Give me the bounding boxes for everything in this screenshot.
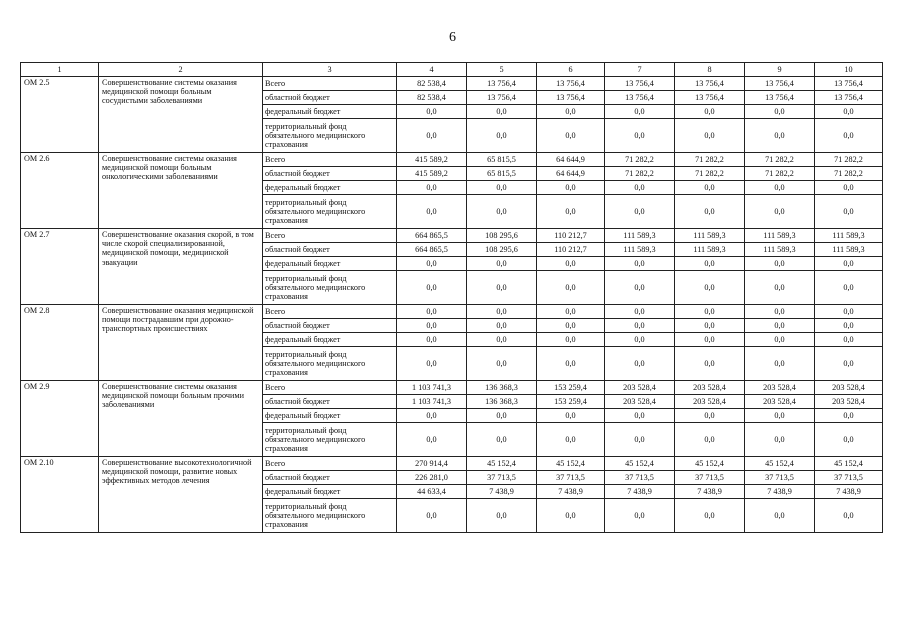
measure-name: Совершенствование оказания медицинской помощи пострадавшим при дорожно-транспортных происшествиях: [99, 305, 263, 381]
funding-source: территориальный фонд обязательного медицинского страхования: [263, 119, 397, 153]
amount-cell: 71 282,2: [605, 167, 675, 181]
amount-cell: 0,0: [605, 333, 675, 347]
measure-name: Совершенствование системы оказания медицинской помощи больным сосудистыми заболеваниями: [99, 77, 263, 153]
amount-cell: 0,0: [537, 195, 605, 229]
amount-cell: 203 528,4: [745, 381, 815, 395]
amount-cell: 13 756,4: [605, 77, 675, 91]
amount-cell: 136 368,3: [467, 381, 537, 395]
amount-cell: 0,0: [467, 409, 537, 423]
amount-cell: 0,0: [397, 271, 467, 305]
amount-cell: 0,0: [745, 271, 815, 305]
table-row: [21, 229, 883, 243]
amount-cell: 0,0: [397, 305, 467, 319]
amount-cell: 0,0: [537, 181, 605, 195]
column-number-4: 4: [397, 63, 467, 77]
amount-cell: 0,0: [675, 105, 745, 119]
funding-source: федеральный бюджет: [263, 105, 397, 119]
funding-source: областной бюджет: [263, 471, 397, 485]
funding-source: территориальный фонд обязательного медицинского страхования: [263, 347, 397, 381]
measure-code: ОМ 2.8: [21, 305, 99, 381]
measure-name: Совершенствование оказания скорой, в том числе скорой специализированной, медицинской помощи, медицинской эвакуации: [99, 229, 263, 305]
amount-cell: 0,0: [675, 333, 745, 347]
amount-cell: 0,0: [397, 195, 467, 229]
amount-cell: 0,0: [675, 347, 745, 381]
amount-cell: 664 865,5: [397, 229, 467, 243]
amount-cell: 0,0: [745, 319, 815, 333]
amount-cell: 110 212,7: [537, 229, 605, 243]
amount-cell: 0,0: [815, 119, 883, 153]
amount-cell: 71 282,2: [815, 153, 883, 167]
budget-table: [20, 62, 883, 533]
amount-cell: 0,0: [397, 499, 467, 533]
table-row: [21, 77, 883, 91]
measure-code: ОМ 2.6: [21, 153, 99, 229]
amount-cell: 0,0: [675, 319, 745, 333]
amount-cell: 37 713,5: [675, 471, 745, 485]
amount-cell: 0,0: [467, 181, 537, 195]
amount-cell: 45 152,4: [815, 457, 883, 471]
amount-cell: 415 589,2: [397, 153, 467, 167]
amount-cell: 0,0: [745, 119, 815, 153]
amount-cell: 13 756,4: [815, 91, 883, 105]
funding-source: Всего: [263, 305, 397, 319]
amount-cell: 0,0: [467, 333, 537, 347]
amount-cell: 0,0: [745, 305, 815, 319]
column-number-2: 2: [99, 63, 263, 77]
amount-cell: 0,0: [467, 347, 537, 381]
amount-cell: 64 644,9: [537, 153, 605, 167]
amount-cell: 111 589,3: [605, 243, 675, 257]
amount-cell: 65 815,5: [467, 167, 537, 181]
amount-cell: 0,0: [815, 347, 883, 381]
amount-cell: 0,0: [605, 499, 675, 533]
amount-cell: 0,0: [815, 423, 883, 457]
amount-cell: 7 438,9: [815, 485, 883, 499]
funding-source: Всего: [263, 77, 397, 91]
amount-cell: 203 528,4: [605, 381, 675, 395]
amount-cell: 82 538,4: [397, 91, 467, 105]
amount-cell: 203 528,4: [605, 395, 675, 409]
column-number-3: 3: [263, 63, 397, 77]
amount-cell: 37 713,5: [467, 471, 537, 485]
funding-source: территориальный фонд обязательного медицинского страхования: [263, 499, 397, 533]
column-number-10: 10: [815, 63, 883, 77]
amount-cell: 0,0: [537, 271, 605, 305]
funding-source: областной бюджет: [263, 395, 397, 409]
amount-cell: 0,0: [675, 119, 745, 153]
funding-source: Всего: [263, 457, 397, 471]
measure-name: Совершенствование системы оказания медицинской помощи больным онкологическими заболеваниями: [99, 153, 263, 229]
amount-cell: 0,0: [815, 271, 883, 305]
amount-cell: 37 713,5: [537, 471, 605, 485]
amount-cell: 203 528,4: [675, 381, 745, 395]
amount-cell: 111 589,3: [675, 243, 745, 257]
measure-code: ОМ 2.7: [21, 229, 99, 305]
amount-cell: 0,0: [537, 119, 605, 153]
amount-cell: 0,0: [397, 257, 467, 271]
amount-cell: 0,0: [675, 181, 745, 195]
amount-cell: 0,0: [467, 305, 537, 319]
amount-cell: 0,0: [397, 181, 467, 195]
amount-cell: 111 589,3: [745, 243, 815, 257]
amount-cell: 45 152,4: [745, 457, 815, 471]
funding-source: территориальный фонд обязательного медицинского страхования: [263, 195, 397, 229]
amount-cell: 0,0: [745, 181, 815, 195]
amount-cell: 71 282,2: [745, 153, 815, 167]
amount-cell: 0,0: [397, 333, 467, 347]
amount-cell: 0,0: [675, 195, 745, 229]
amount-cell: 111 589,3: [815, 243, 883, 257]
funding-source: Всего: [263, 229, 397, 243]
amount-cell: 0,0: [467, 423, 537, 457]
amount-cell: 0,0: [605, 319, 675, 333]
funding-source: федеральный бюджет: [263, 409, 397, 423]
amount-cell: 37 713,5: [815, 471, 883, 485]
amount-cell: 153 259,4: [537, 381, 605, 395]
amount-cell: 108 295,6: [467, 229, 537, 243]
amount-cell: 45 152,4: [537, 457, 605, 471]
amount-cell: 13 756,4: [537, 91, 605, 105]
funding-source: областной бюджет: [263, 319, 397, 333]
amount-cell: 0,0: [675, 271, 745, 305]
table-row: [21, 305, 883, 319]
amount-cell: 0,0: [605, 271, 675, 305]
funding-source: федеральный бюджет: [263, 257, 397, 271]
amount-cell: 37 713,5: [605, 471, 675, 485]
funding-source: Всего: [263, 381, 397, 395]
amount-cell: 0,0: [397, 105, 467, 119]
amount-cell: 71 282,2: [745, 167, 815, 181]
amount-cell: 0,0: [815, 105, 883, 119]
amount-cell: 0,0: [537, 305, 605, 319]
amount-cell: 7 438,9: [675, 485, 745, 499]
amount-cell: 664 865,5: [397, 243, 467, 257]
amount-cell: 0,0: [675, 409, 745, 423]
funding-source: федеральный бюджет: [263, 485, 397, 499]
amount-cell: 0,0: [815, 181, 883, 195]
amount-cell: 13 756,4: [537, 77, 605, 91]
amount-cell: 13 756,4: [815, 77, 883, 91]
amount-cell: 0,0: [397, 319, 467, 333]
funding-source: федеральный бюджет: [263, 181, 397, 195]
amount-cell: 0,0: [467, 257, 537, 271]
amount-cell: 0,0: [467, 105, 537, 119]
funding-source: федеральный бюджет: [263, 333, 397, 347]
amount-cell: 0,0: [397, 347, 467, 381]
amount-cell: 7 438,9: [467, 485, 537, 499]
amount-cell: 1 103 741,3: [397, 381, 467, 395]
table-row: [21, 153, 883, 167]
amount-cell: 111 589,3: [605, 229, 675, 243]
funding-source: областной бюджет: [263, 91, 397, 105]
measure-name: Совершенствование системы оказания медицинской помощи больным прочими заболеваниями: [99, 381, 263, 457]
column-number-9: 9: [745, 63, 815, 77]
amount-cell: 0,0: [675, 305, 745, 319]
amount-cell: 203 528,4: [675, 395, 745, 409]
measure-code: ОМ 2.5: [21, 77, 99, 153]
amount-cell: 13 756,4: [745, 91, 815, 105]
amount-cell: 0,0: [745, 409, 815, 423]
amount-cell: 0,0: [537, 409, 605, 423]
amount-cell: 13 756,4: [675, 77, 745, 91]
amount-cell: 82 538,4: [397, 77, 467, 91]
amount-cell: 203 528,4: [745, 395, 815, 409]
amount-cell: 270 914,4: [397, 457, 467, 471]
amount-cell: 0,0: [605, 305, 675, 319]
amount-cell: 110 212,7: [537, 243, 605, 257]
amount-cell: 7 438,9: [537, 485, 605, 499]
amount-cell: 0,0: [537, 105, 605, 119]
amount-cell: 0,0: [537, 319, 605, 333]
amount-cell: 0,0: [675, 257, 745, 271]
amount-cell: 7 438,9: [605, 485, 675, 499]
column-number-7: 7: [605, 63, 675, 77]
amount-cell: 37 713,5: [745, 471, 815, 485]
amount-cell: 13 756,4: [745, 77, 815, 91]
funding-source: территориальный фонд обязательного медицинского страхования: [263, 423, 397, 457]
column-number-5: 5: [467, 63, 537, 77]
amount-cell: 226 281,0: [397, 471, 467, 485]
amount-cell: 111 589,3: [815, 229, 883, 243]
amount-cell: 0,0: [745, 195, 815, 229]
page-number: 6: [449, 30, 456, 45]
amount-cell: 0,0: [745, 347, 815, 381]
amount-cell: 111 589,3: [675, 229, 745, 243]
funding-source: Всего: [263, 153, 397, 167]
amount-cell: 0,0: [467, 319, 537, 333]
amount-cell: 0,0: [605, 119, 675, 153]
amount-cell: 0,0: [537, 333, 605, 347]
amount-cell: 0,0: [605, 409, 675, 423]
amount-cell: 0,0: [675, 499, 745, 533]
amount-cell: 71 282,2: [605, 153, 675, 167]
table-row: [21, 381, 883, 395]
amount-cell: 0,0: [397, 423, 467, 457]
amount-cell: 0,0: [815, 319, 883, 333]
amount-cell: 0,0: [605, 257, 675, 271]
amount-cell: 0,0: [605, 195, 675, 229]
amount-cell: 0,0: [745, 499, 815, 533]
amount-cell: 0,0: [537, 347, 605, 381]
amount-cell: 45 152,4: [467, 457, 537, 471]
amount-cell: 13 756,4: [467, 91, 537, 105]
column-number-1: 1: [21, 63, 99, 77]
amount-cell: 0,0: [815, 333, 883, 347]
measure-name: Совершенствование высокотехнологичной медицинской помощи, развитие новых эффективных методов лечения: [99, 457, 263, 533]
amount-cell: 0,0: [745, 423, 815, 457]
amount-cell: 0,0: [467, 119, 537, 153]
amount-cell: 0,0: [605, 181, 675, 195]
amount-cell: 64 644,9: [537, 167, 605, 181]
amount-cell: 0,0: [397, 409, 467, 423]
amount-cell: 0,0: [745, 333, 815, 347]
amount-cell: 0,0: [537, 499, 605, 533]
amount-cell: 0,0: [605, 347, 675, 381]
amount-cell: 0,0: [537, 257, 605, 271]
measure-code: ОМ 2.9: [21, 381, 99, 457]
amount-cell: 0,0: [815, 195, 883, 229]
amount-cell: 0,0: [675, 423, 745, 457]
amount-cell: 65 815,5: [467, 153, 537, 167]
amount-cell: 45 152,4: [605, 457, 675, 471]
amount-cell: 13 756,4: [605, 91, 675, 105]
amount-cell: 0,0: [605, 105, 675, 119]
amount-cell: 0,0: [467, 499, 537, 533]
amount-cell: 0,0: [815, 409, 883, 423]
amount-cell: 45 152,4: [675, 457, 745, 471]
amount-cell: 71 282,2: [675, 153, 745, 167]
column-number-6: 6: [537, 63, 605, 77]
amount-cell: 0,0: [815, 499, 883, 533]
column-number-8: 8: [675, 63, 745, 77]
amount-cell: 71 282,2: [815, 167, 883, 181]
funding-source: областной бюджет: [263, 243, 397, 257]
amount-cell: 0,0: [745, 257, 815, 271]
column-number-row: [21, 63, 883, 77]
amount-cell: 7 438,9: [745, 485, 815, 499]
amount-cell: 0,0: [815, 305, 883, 319]
amount-cell: 44 633,4: [397, 485, 467, 499]
amount-cell: 203 528,4: [815, 395, 883, 409]
amount-cell: 0,0: [605, 423, 675, 457]
amount-cell: 0,0: [815, 257, 883, 271]
funding-source: территориальный фонд обязательного медицинского страхования: [263, 271, 397, 305]
amount-cell: 71 282,2: [675, 167, 745, 181]
amount-cell: 108 295,6: [467, 243, 537, 257]
amount-cell: 0,0: [537, 423, 605, 457]
amount-cell: 1 103 741,3: [397, 395, 467, 409]
amount-cell: 13 756,4: [675, 91, 745, 105]
amount-cell: 136 368,3: [467, 395, 537, 409]
amount-cell: 13 756,4: [467, 77, 537, 91]
amount-cell: 203 528,4: [815, 381, 883, 395]
amount-cell: 415 589,2: [397, 167, 467, 181]
amount-cell: 153 259,4: [537, 395, 605, 409]
measure-code: ОМ 2.10: [21, 457, 99, 533]
table-body: [21, 77, 883, 533]
table-row: [21, 457, 883, 471]
amount-cell: 0,0: [467, 195, 537, 229]
amount-cell: 0,0: [467, 271, 537, 305]
amount-cell: 0,0: [745, 105, 815, 119]
amount-cell: 111 589,3: [745, 229, 815, 243]
funding-source: областной бюджет: [263, 167, 397, 181]
amount-cell: 0,0: [397, 119, 467, 153]
